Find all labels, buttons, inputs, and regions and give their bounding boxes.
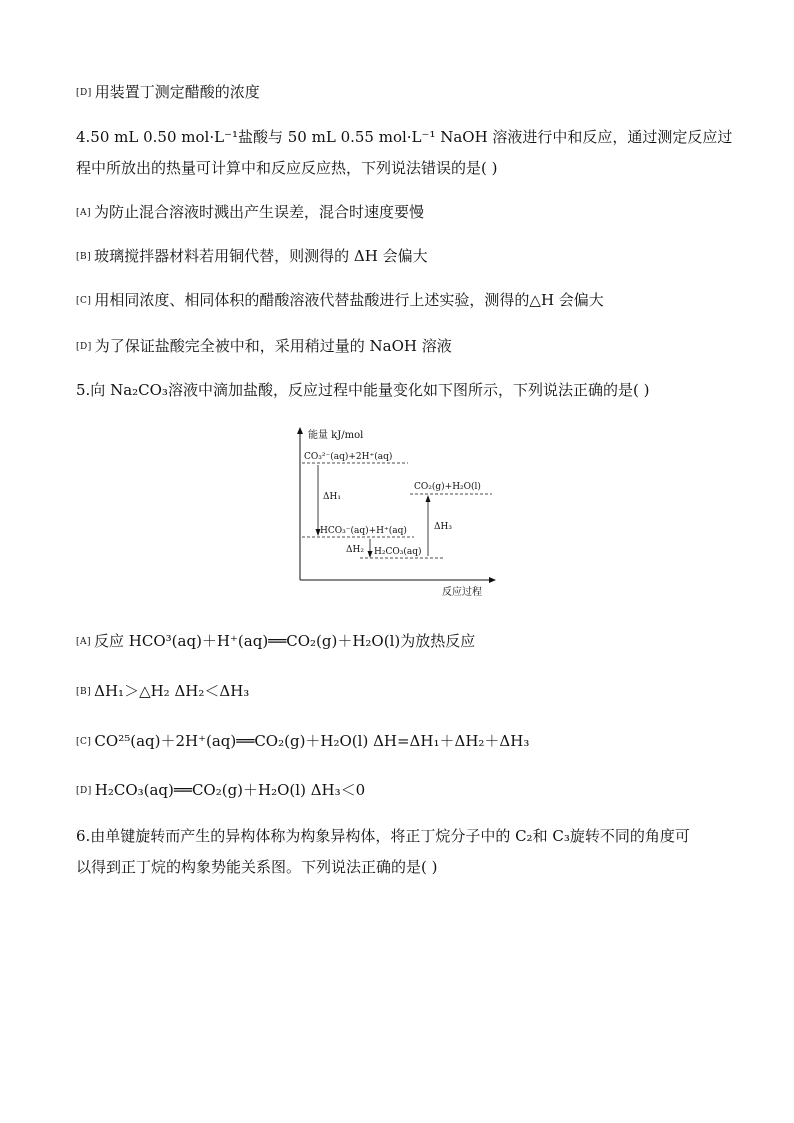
- option-label: [C]: [76, 296, 92, 306]
- option-text: CO²⁵(aq)＋2H⁺(aq)══CO₂(g)＋H₂O(l) ΔH=ΔH₁＋ΔH₂＋ΔH₃: [94, 732, 530, 750]
- q5-stem: 5.向 Na₂CO₃溶液中滴加盐酸，反应过程中能量变化如下图所示，下列说法正确的是( ): [76, 381, 650, 399]
- option-text: H₂CO₃(aq)══CO₂(g)＋H₂O(l) ΔH₃＜0: [94, 781, 366, 799]
- level-low-label: H₂CO₃(aq): [374, 547, 422, 557]
- q4-option-b: [76, 246, 428, 267]
- level-mid-label: HCO₃⁻(aq)+H⁺(aq): [320, 526, 407, 536]
- q5-option-d: [76, 780, 365, 801]
- option-label: [C]: [76, 737, 92, 747]
- x-axis-label: 反应过程: [442, 587, 482, 598]
- y-axis-arrow: [297, 427, 303, 434]
- option-text: 用相同浓度、相同体积的醋酸溶液代替盐酸进行上述实验，测得的△H 会偏大: [94, 291, 604, 309]
- option-text: 为防止混合溶液时溅出产生误差，混合时速度要慢: [94, 203, 425, 221]
- q5-option-b: [76, 681, 249, 702]
- q5-option-a: [76, 631, 475, 652]
- option-label: [B]: [76, 252, 92, 262]
- option-text: 反应 HCO³(aq)＋H⁺(aq)══CO₂(g)＋H₂O(l)为放热反应: [94, 632, 476, 650]
- option-text: 玻璃搅拌器材料若用铜代替，则测得的 ΔH 会偏大: [94, 247, 428, 265]
- y-axis-label: 能量 kJ/mol: [308, 430, 364, 441]
- q4-option-d: [76, 336, 452, 357]
- q3-option-d: [76, 82, 260, 103]
- q4-option-a: [76, 202, 424, 223]
- energy-level-diagram: [290, 425, 500, 600]
- dh1-label: ΔH₁: [323, 492, 341, 502]
- option-text: 用装置丁测定醋酸的浓度: [94, 83, 260, 101]
- q4-option-c: [76, 290, 604, 311]
- dh2-arrowhead: [368, 551, 373, 558]
- option-label: [A]: [76, 208, 92, 218]
- q6-stem-line1: 6.由单键旋转而产生的异构体称为构象异构体，将正丁烷分子中的 C₂和 C₃旋转不同的角度可: [76, 827, 690, 845]
- option-label: [D]: [76, 88, 92, 98]
- option-label: [A]: [76, 637, 92, 647]
- dh2-label: ΔH₂: [346, 545, 364, 555]
- q4-stem-line1: 4.50 mL 0.50 mol·L⁻¹盐酸与 50 mL 0.55 mol·L⁻¹ NaOH 溶液进行中和反应，通过测定反应过: [76, 128, 733, 146]
- option-label: [D]: [76, 342, 92, 352]
- option-text: 为了保证盐酸完全被中和，采用稍过量的 NaOH 溶液: [94, 337, 452, 355]
- option-text: ΔH₁＞△H₂ ΔH₂＜ΔH₃: [94, 682, 250, 700]
- dh3-label: ΔH₃: [434, 522, 452, 532]
- dh3-arrowhead: [426, 495, 431, 502]
- level-right-label: CO₂(g)+H₂O(l): [414, 482, 481, 492]
- option-label: [B]: [76, 687, 92, 697]
- q6-stem-line2: 以得到正丁烷的构象势能关系图。下列说法正确的是( ): [76, 858, 438, 876]
- level-top-label: CO₃²⁻(aq)+2H⁺(aq): [304, 452, 393, 462]
- q4-stem-line2: 程中所放出的热量可计算中和反应反应热，下列说法错误的是( ): [76, 159, 498, 177]
- x-axis-arrow: [489, 577, 496, 583]
- option-label: [D]: [76, 786, 92, 796]
- q5-option-c: [76, 731, 529, 752]
